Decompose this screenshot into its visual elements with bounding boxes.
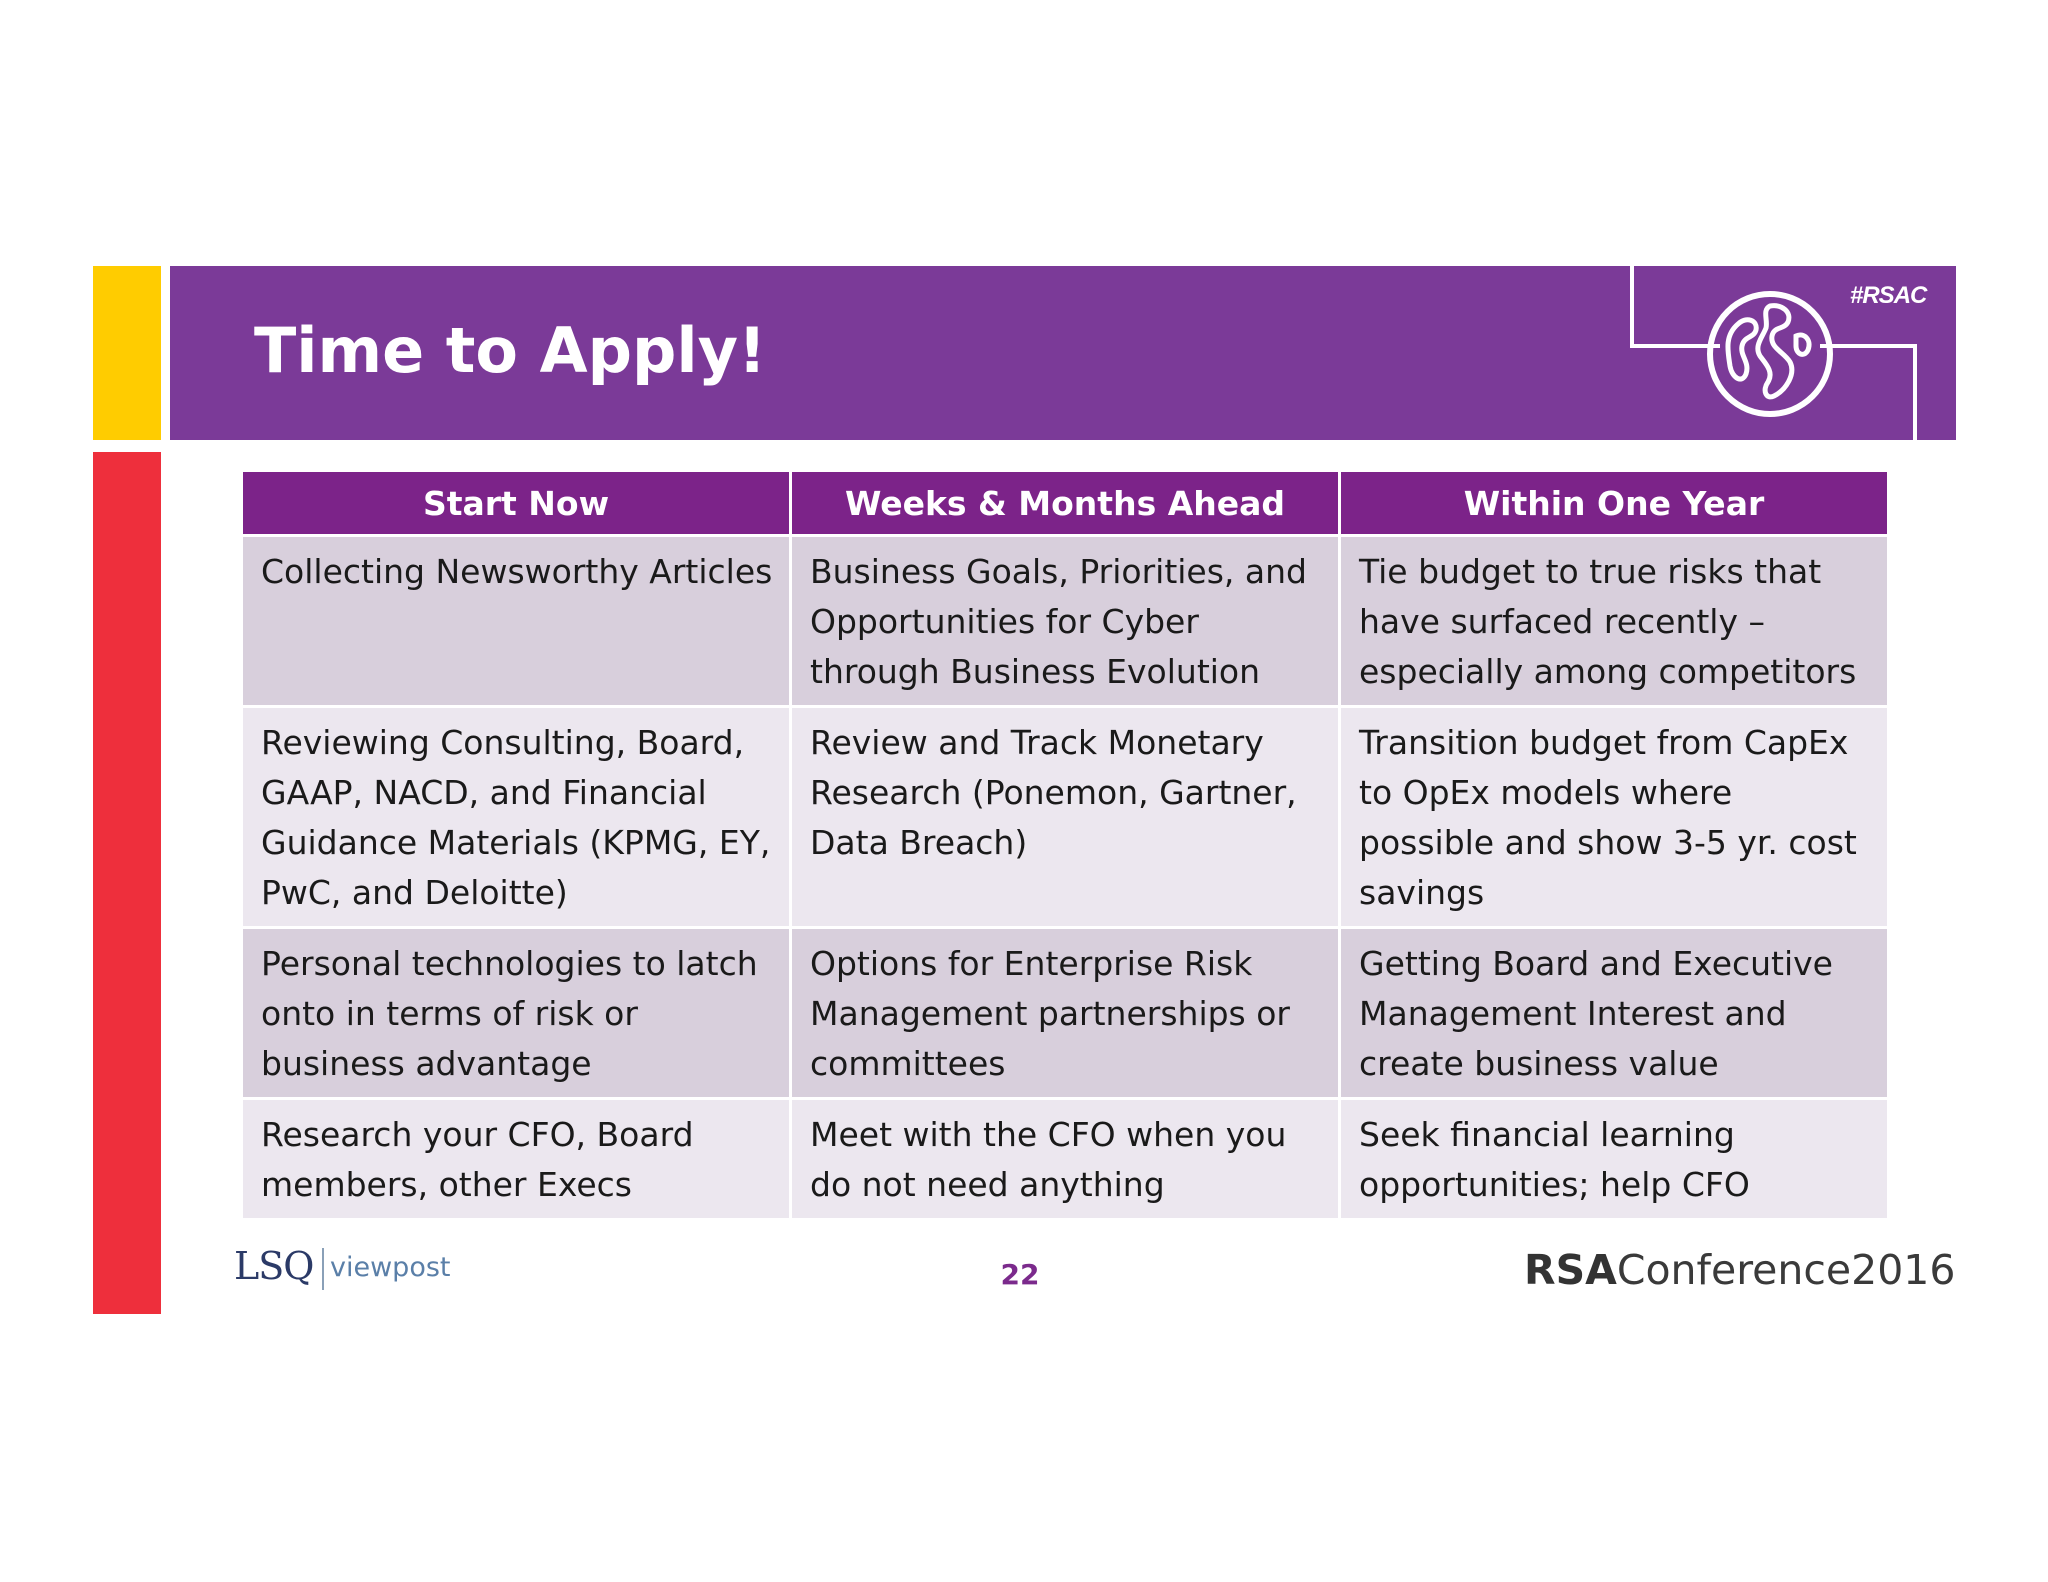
- table-cell: Options for Enterprise Risk Management partnerships or committees: [792, 929, 1338, 1097]
- table-cell: Collecting Newsworthy Articles: [243, 537, 789, 705]
- table-cell: Tie budget to true risks that have surfaced recently – especially among competitors: [1341, 537, 1887, 705]
- table-cell: Personal technologies to latch onto in terms of risk or business advantage: [243, 929, 789, 1097]
- table-cell: Seek financial learning opportunities; help CFO: [1341, 1100, 1887, 1218]
- slide-title: Time to Apply!: [254, 314, 767, 387]
- page-number: 22: [1000, 1258, 1040, 1291]
- table-cell: Review and Track Monetary Research (Ponemon, Gartner, Data Breach): [792, 708, 1338, 926]
- yellow-accent-bar: [93, 266, 161, 440]
- rsa-logo-text: Conference2016: [1616, 1246, 1956, 1294]
- table-header-row: [243, 472, 1887, 534]
- table-cell: Getting Board and Executive Management Interest and create business value: [1341, 929, 1887, 1097]
- table-row: [243, 1100, 1887, 1218]
- table-cell: Research your CFO, Board members, other Execs: [243, 1100, 789, 1218]
- red-accent-bar: [93, 452, 161, 1314]
- lsq-logo: LSQ: [234, 1244, 314, 1288]
- viewpost-logo: viewpost: [330, 1252, 451, 1283]
- table-row: [243, 537, 1887, 705]
- table-cell: Transition budget from CapEx to OpEx models where possible and show 3-5 yr. cost savings: [1341, 708, 1887, 926]
- table-cell: Reviewing Consulting, Board, GAAP, NACD, and Financial Guidance Materials (KPMG, EY, PwC, and Deloitte): [243, 708, 789, 926]
- table-row: [243, 929, 1887, 1097]
- globe-icon: [1620, 266, 1920, 440]
- table-row: [243, 708, 1887, 926]
- rsa-conference-logo: [1524, 1246, 1955, 1294]
- rsac-hashtag: #RSAC: [1850, 282, 1927, 309]
- table-cell: Business Goals, Priorities, and Opportunities for Cyber through Business Evolution: [792, 537, 1338, 705]
- column-header-weeks-months: Weeks & Months Ahead: [792, 472, 1338, 534]
- table-cell: Meet with the CFO when you do not need anything: [792, 1100, 1338, 1218]
- column-header-within-year: Within One Year: [1341, 472, 1887, 534]
- rsa-logo-bold: RSA: [1524, 1246, 1617, 1294]
- logo-divider: [322, 1248, 324, 1290]
- column-header-start-now: Start Now: [243, 472, 789, 534]
- action-table: [240, 469, 1890, 1221]
